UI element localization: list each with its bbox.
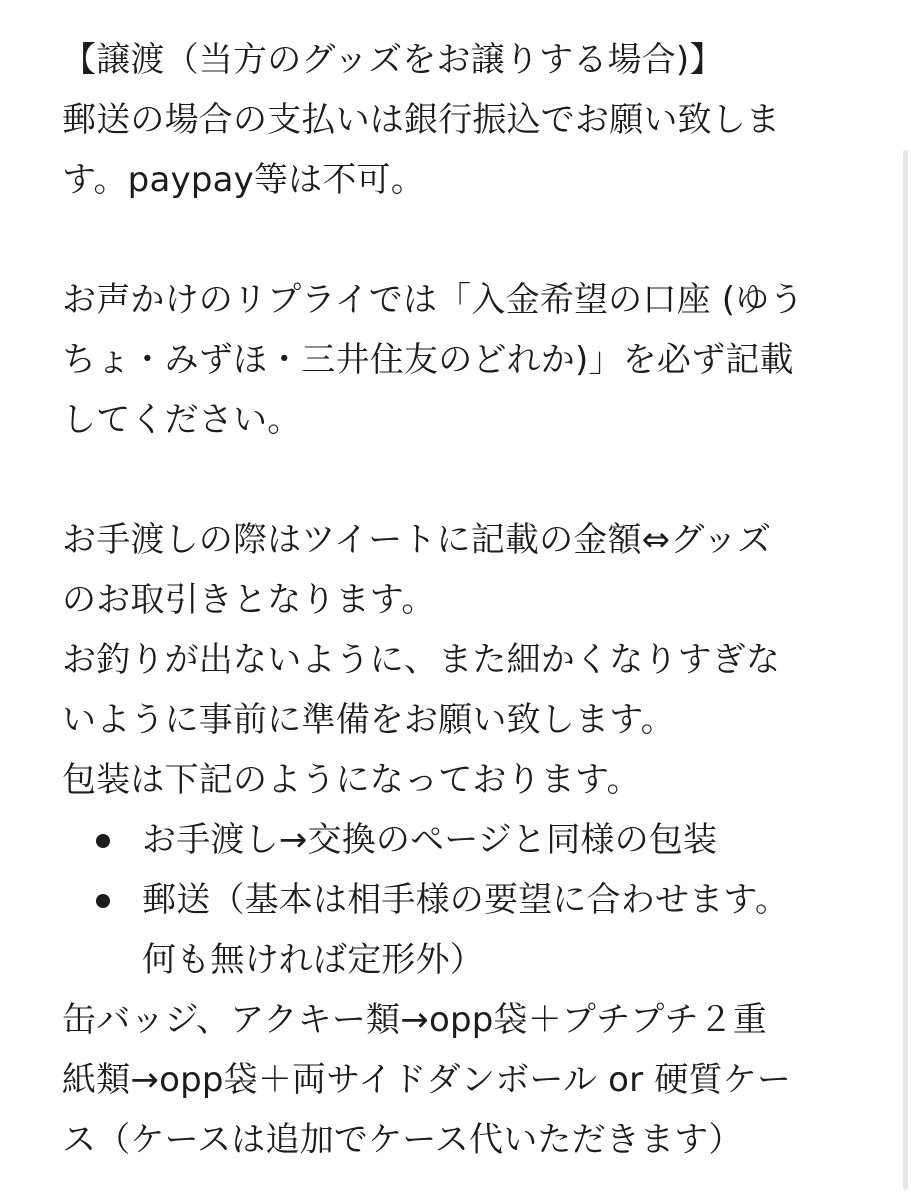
reply-line-3: してください。 xyxy=(62,400,302,440)
packaging-line-2: 紙類→opp袋＋両サイドダンボール or 硬質ケー xyxy=(62,1060,792,1100)
handover-line-4: いように事前に準備をお願い致します。 xyxy=(62,700,675,740)
payment-line-2: す。paypay等は不可。 xyxy=(62,160,425,200)
bullet-item-hand xyxy=(62,810,862,870)
packaging-line-1: 缶バッジ、アクキー類→opp袋＋プチプチ２重 xyxy=(62,1000,768,1040)
packaging-line-3: ス（ケースは追加でケース代いただきます） xyxy=(62,1120,743,1160)
bullet-dot-icon xyxy=(96,834,110,848)
scrollbar[interactable] xyxy=(903,150,908,1190)
handover-line-1: お手渡しの際はツイートに記載の金額⇔グッズ xyxy=(62,520,772,560)
reply-line-1: お声かけのリプライでは「入金希望の口座 (ゆう xyxy=(62,280,804,320)
bullet-text: お手渡し→交換のページと同様の包装 xyxy=(142,820,718,860)
paragraph-gap xyxy=(62,450,862,510)
handover-line-2: のお取引きとなります。 xyxy=(62,580,436,620)
section-title: 【譲渡（当方のグッズをお譲りする場合)】 xyxy=(62,40,724,80)
bullet-item-mail xyxy=(62,870,862,930)
bullet-dot-icon xyxy=(96,894,110,908)
handover-line-5: 包装は下記のようになっております。 xyxy=(62,760,641,800)
paragraph-gap xyxy=(62,210,862,270)
bullet-text: 郵送（基本は相手様の要望に合わせます。 xyxy=(142,880,790,920)
payment-line-1: 郵送の場合の支払いは銀行振込でお願い致しま xyxy=(62,100,781,140)
reply-line-2: ちょ・みずほ・三井住友のどれか)」を必ず記載 xyxy=(62,340,794,380)
bullet-item-mail-continued: 何も無ければ定形外） xyxy=(142,940,484,980)
handover-line-3: お釣りが出ないように、また細かくなりすぎな xyxy=(62,640,781,680)
document-body xyxy=(62,30,862,1170)
